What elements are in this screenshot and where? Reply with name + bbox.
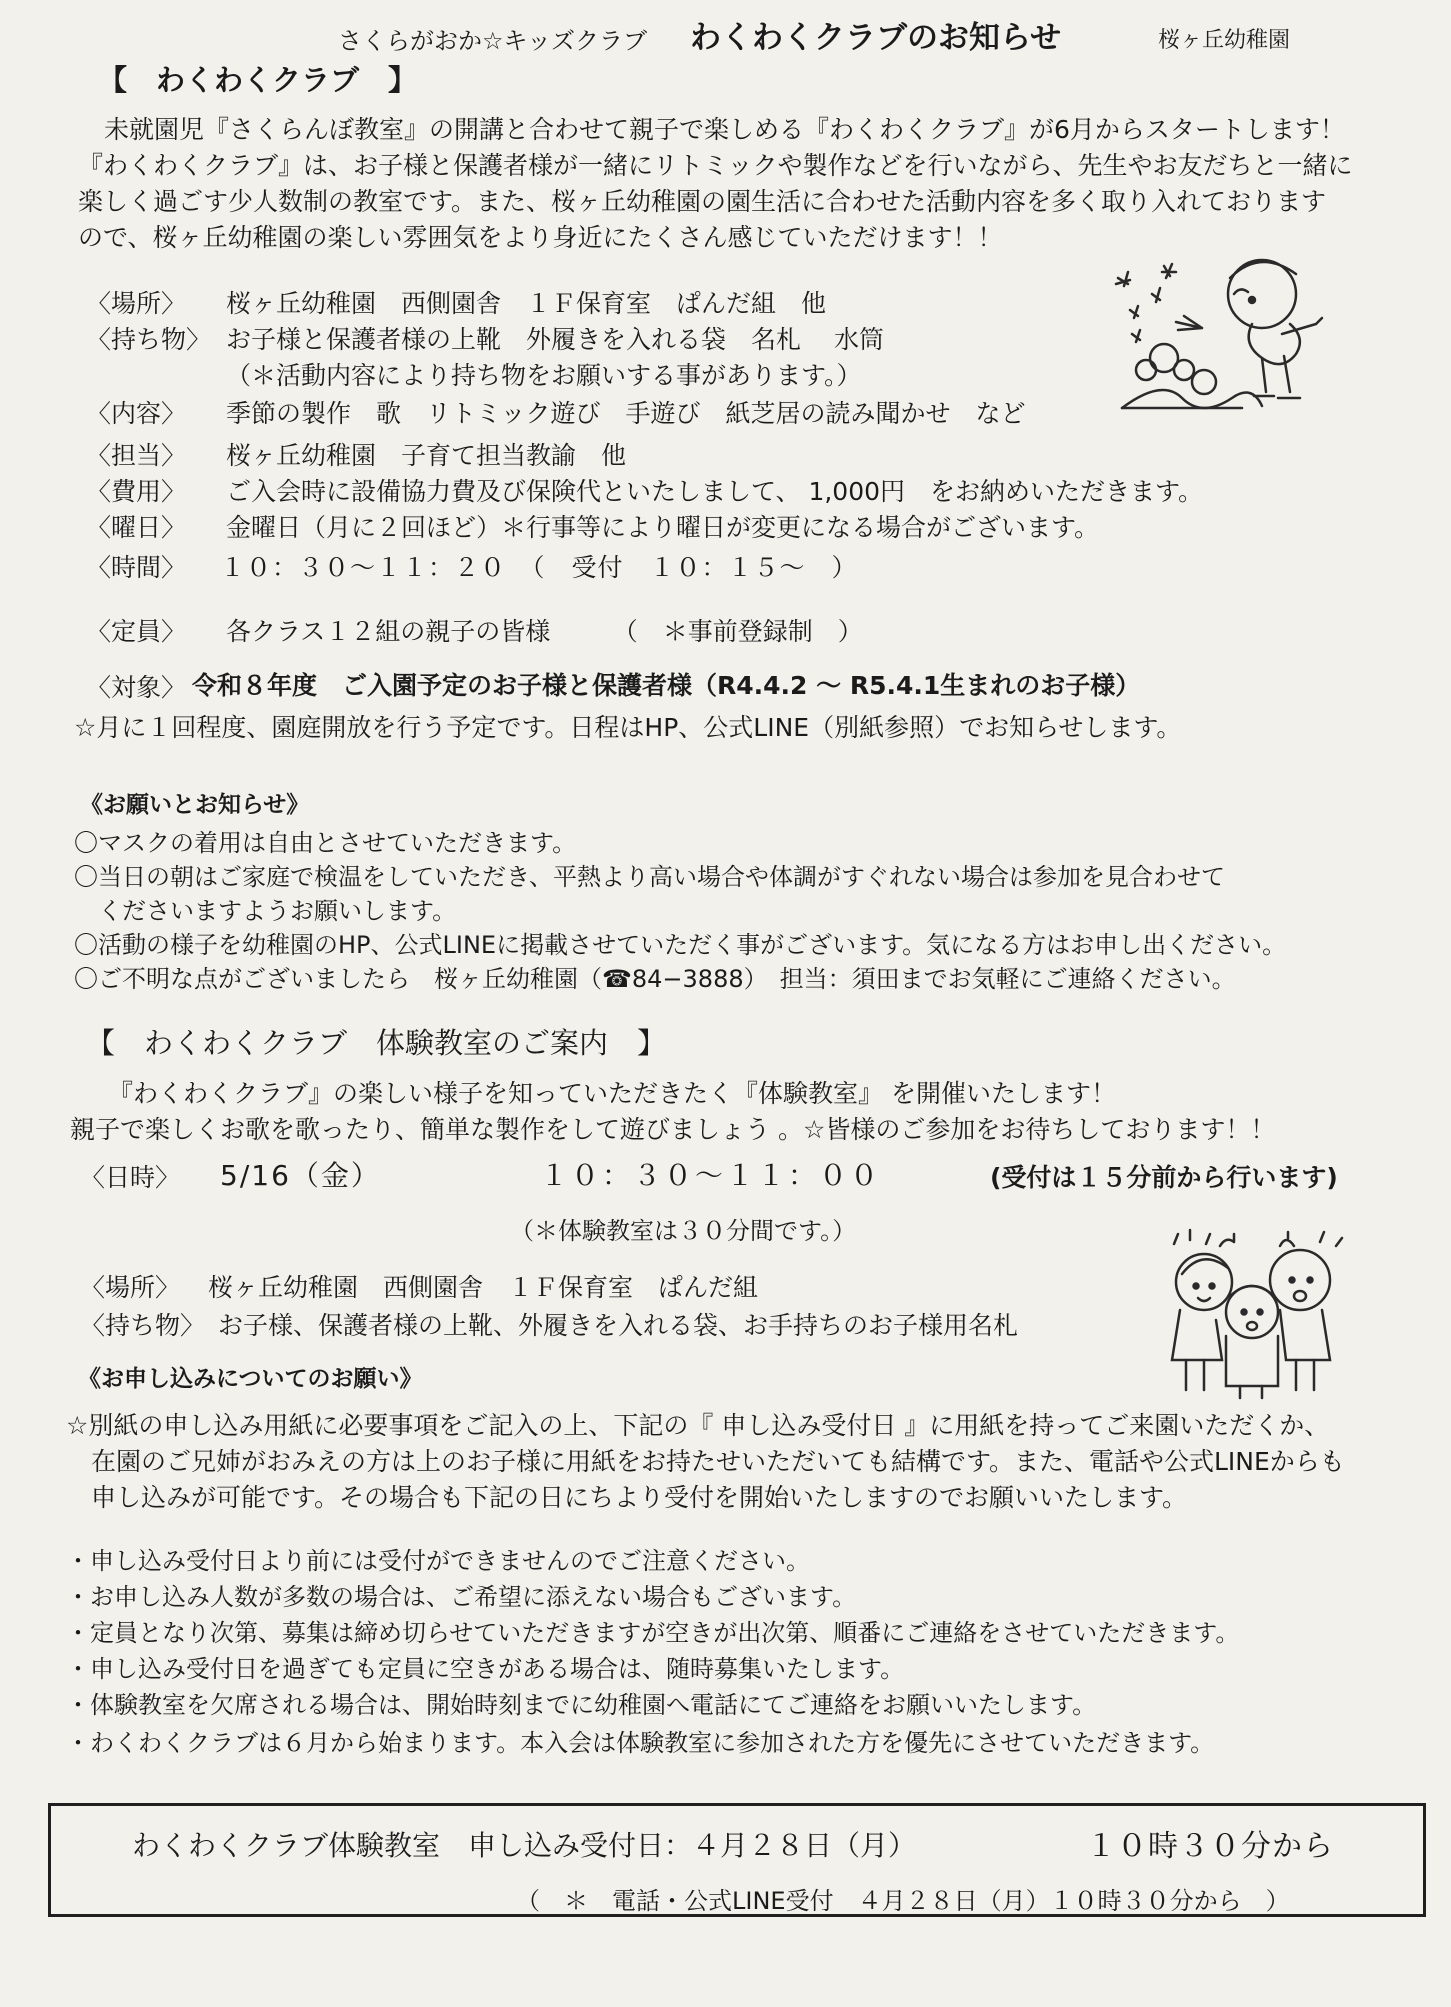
detail-value-fee: ご入会時に設備協力費及び保険代といたしまして、 1,000円 をお納めいただきます。 bbox=[226, 477, 1204, 506]
trial-place: 桜ヶ丘幼稚園 西側園舎 １Ｆ保育室 ぱんだ組 bbox=[208, 1273, 759, 1302]
application-paragraph-line: 在園のご兄姉がおみえの方は上のお子様に用紙をお持たせいただいても結構です。また、電話や公式LINEからも bbox=[66, 1447, 1345, 1476]
section-heading-club: 【 わくわくクラブ 】 bbox=[98, 63, 418, 97]
request-item: 〇ご不明な点がございましたら 桜ヶ丘幼稚園（☎84−3888） 担当：須田までお気軽にご連絡ください。 bbox=[74, 965, 1236, 993]
request-item: 〇マスクの着用は自由とさせていただきます。 bbox=[74, 829, 577, 857]
target-value: 令和８年度 ご入園予定のお子様と保護者様（R4.4.2 〜 R5.4.1生まれのお子様） bbox=[192, 671, 1141, 700]
requests-heading: 《お願いとお知らせ》 bbox=[80, 792, 310, 818]
target-label: 〈対象〉 bbox=[86, 673, 187, 702]
box-note: （ ＊ 電話・公式LINE受付 ４月２８日（月）１０時３０分から ） bbox=[516, 1887, 1290, 1915]
club-subtitle: さくらがおか☆キッズクラブ bbox=[338, 27, 648, 55]
garden-open-note: ☆月に１回程度、園庭開放を行う予定です。日程はHP、公式LINE（別紙参照）でお知らせします。 bbox=[74, 713, 1182, 742]
trial-items-label: 〈持ち物〉 bbox=[80, 1311, 206, 1340]
application-paragraph-line: ☆別紙の申し込み用紙に必要事項をご記入の上、下記の『 申し込み受付日 』に用紙を持ってご来園いただくか、 bbox=[66, 1411, 1330, 1440]
trial-items: お子様、保護者様の上靴、外履きを入れる袋、お手持ちのお子様用名札 bbox=[218, 1311, 1019, 1340]
trial-date: 5/16（金） bbox=[220, 1159, 381, 1192]
detail-value-day: 金曜日（月に２回ほど）＊行事等により曜日が変更になる場合がございます。 bbox=[226, 513, 1100, 542]
application-bullet: ・定員となり次第、募集は締め切らせていただきますが空きが出次第、順番にご連絡をさせていただきます。 bbox=[66, 1619, 1240, 1647]
application-heading: 《お申し込みについてのお願い》 bbox=[78, 1366, 423, 1392]
school-name: 桜ヶ丘幼稚園 bbox=[1158, 28, 1291, 53]
detail-label-time: 〈時間〉 bbox=[86, 553, 187, 582]
intro-line: 未就園児『さくらんぼ教室』の開講と合わせて親子で楽しめる『わくわくクラブ』が6月からスタートします！ bbox=[104, 115, 1345, 144]
child-dandelion-illustration bbox=[1112, 258, 1352, 428]
detail-value-time: １０：３０〜１１：２０ （ 受付 １０：１５〜 ） bbox=[220, 553, 858, 582]
detail-value-capacity: 各クラス１２組の親子の皆様 （ ＊事前登録制 ） bbox=[226, 617, 863, 646]
trial-intro-line: 親子で楽しくお歌を歌ったり、簡単な製作をして遊びましょう 。☆皆様のご参加をお待ちしております！！ bbox=[70, 1115, 1276, 1144]
trial-intro-line: 『わくわくクラブ』の楽しい様子を知っていただきたく『体験教室』 を開催いたします！ bbox=[108, 1079, 1116, 1108]
application-bullet: ・申し込み受付日より前には受付ができませんのでご注意ください。 bbox=[66, 1547, 810, 1575]
section-heading-trial: 【 わくわくクラブ 体験教室のご案内 】 bbox=[86, 1026, 667, 1060]
trial-place-label: 〈場所〉 bbox=[80, 1273, 181, 1302]
detail-label-day: 〈曜日〉 bbox=[86, 513, 187, 542]
detail-value-items-note: （＊活動内容により持ち物をお願いする事があります。） bbox=[226, 361, 862, 390]
detail-label-place: 〈場所〉 bbox=[86, 289, 187, 318]
box-time: １０時３０分から bbox=[1086, 1829, 1334, 1864]
intro-line: 『わくわくクラブ』は、お子様と保護者様が一緒にリトミックや製作などを行いながら、先生やお友だちと一緒に bbox=[78, 151, 1353, 180]
detail-value-content: 季節の製作 歌 リトミック遊び 手遊び 紙芝居の読み聞かせ など bbox=[226, 399, 1026, 428]
detail-label-fee: 〈費用〉 bbox=[86, 477, 187, 506]
children-singing-illustration bbox=[1160, 1232, 1360, 1402]
trial-date-label: 〈日時〉 bbox=[80, 1163, 181, 1192]
duration-note: （＊体験教室は３０分間です。） bbox=[510, 1217, 857, 1245]
detail-label-items: 〈持ち物〉 bbox=[86, 325, 212, 354]
application-bullet: ・体験教室を欠席される場合は、開始時刻までに幼稚園へ電話にてご連絡をお願いいたします。 bbox=[66, 1691, 1097, 1719]
page-title: わくわくクラブのお知らせ bbox=[690, 20, 1062, 56]
detail-value-items: お子様と保護者様の上靴 外履きを入れる袋 名札 水筒 bbox=[226, 325, 884, 354]
detail-label-content: 〈内容〉 bbox=[86, 399, 187, 428]
request-item: くださいますようお願いします。 bbox=[74, 897, 457, 925]
box-title: わくわくクラブ体験教室 申し込み受付日：４月２８日（月） bbox=[132, 1829, 917, 1862]
application-bullet: ・わくわくクラブは６月から始まります。本入会は体験教室に参加された方を優先にさせていただきます。 bbox=[66, 1729, 1215, 1757]
detail-value-place: 桜ヶ丘幼稚園 西側園舎 １Ｆ保育室 ぱんだ組 他 bbox=[226, 289, 827, 318]
detail-label-staff: 〈担当〉 bbox=[86, 441, 187, 470]
detail-label-capacity: 〈定員〉 bbox=[86, 617, 187, 646]
application-paragraph-line: 申し込みが可能です。その場合も下記の日にちより受付を開始いたしますのでお願いいたします。 bbox=[66, 1483, 1188, 1512]
intro-line: ので、桜ヶ丘幼稚園の楽しい雰囲気をより身近にたくさん感じていただけます！！ bbox=[78, 223, 1003, 252]
request-item: 〇当日の朝はご家庭で検温をしていただき、平熱より高い場合や体調がすぐれない場合は参加を見合わせて bbox=[74, 863, 1226, 891]
application-bullet: ・お申し込み人数が多数の場合は、ご希望に添えない場合もございます。 bbox=[66, 1583, 857, 1611]
intro-line: 楽しく過ごす少人数制の教室です。また、桜ヶ丘幼稚園の園生活に合わせた活動内容を多く取り入れております bbox=[78, 187, 1327, 216]
trial-time: １０：３０〜１１：００ bbox=[540, 1159, 882, 1192]
detail-value-staff: 桜ヶ丘幼稚園 子育て担当教諭 他 bbox=[226, 441, 627, 470]
reception-note: (受付は１５分前から行います) bbox=[990, 1163, 1338, 1192]
application-bullet: ・申し込み受付日を過ぎても定員に空きがある場合は、随時募集いたします。 bbox=[66, 1655, 905, 1683]
request-item: 〇活動の様子を幼稚園のHP、公式LINEに掲載させていただく事がございます。気になる方はお申し出ください。 bbox=[74, 931, 1287, 959]
